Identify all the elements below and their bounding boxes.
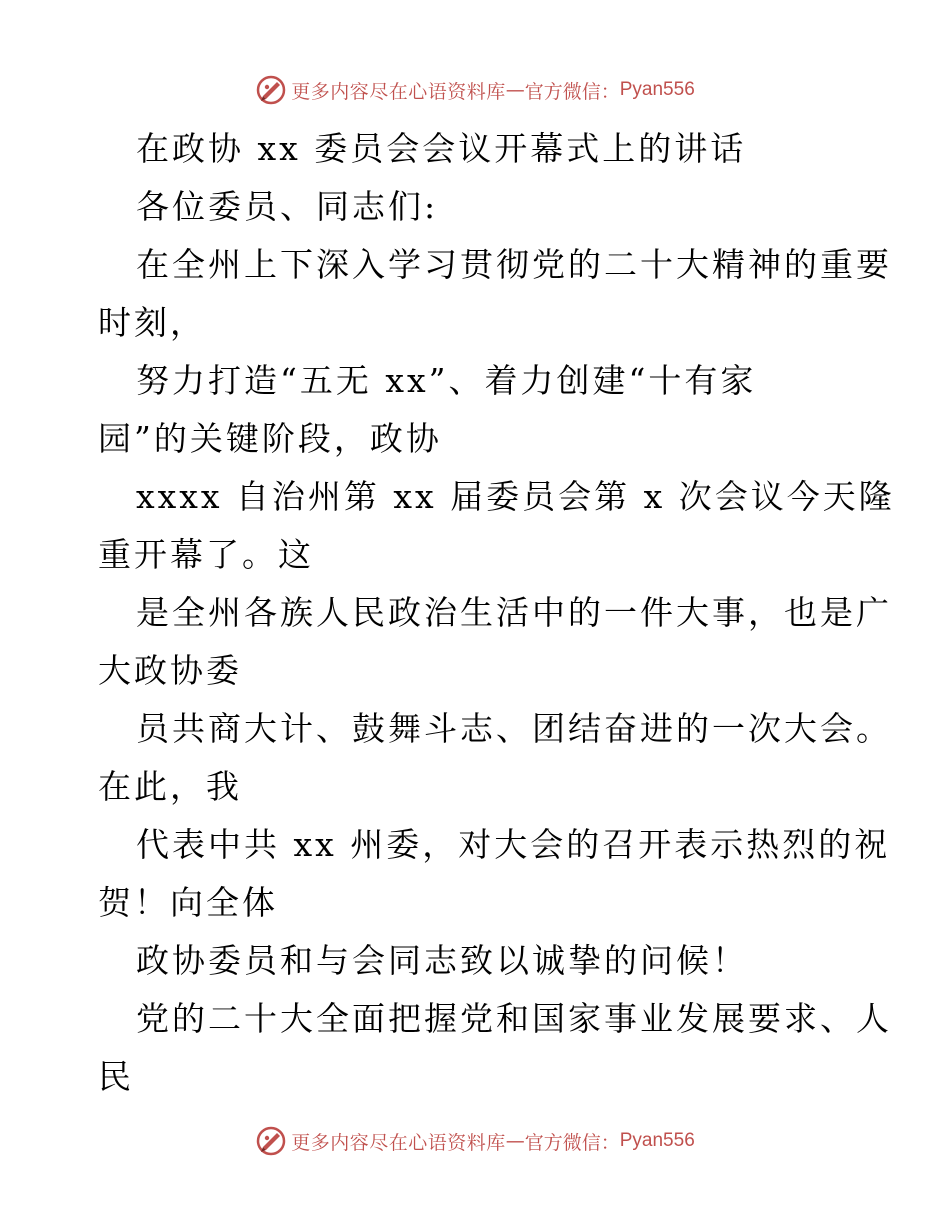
text-line: 党的二十大全面把握党和国家事业发展要求、人 xyxy=(136,999,892,1038)
document-body xyxy=(98,120,895,1106)
text-line: xxxx 自治州第 xx 届委员会第 x 次会议今天隆 xyxy=(136,477,895,516)
brand-logo-icon xyxy=(255,74,287,106)
banner-text: 更多内容尽在心语资料库 xyxy=(291,1131,506,1154)
text-line: 贺！向全体 xyxy=(98,883,278,922)
text-line: 在此，我 xyxy=(98,767,242,806)
banner-wechat-label: 官方微信： xyxy=(524,80,620,103)
text-line: 时刻， xyxy=(98,303,206,342)
header-watermark-banner xyxy=(0,70,950,110)
text-line: 园”的关键阶段，政协 xyxy=(98,419,442,458)
banner-text: 更多内容尽在心语资料库 xyxy=(291,80,506,103)
text-line: 大政协委 xyxy=(98,651,242,690)
text-line: 在全州上下深入学习贯彻党的二十大精神的重要 xyxy=(136,245,892,284)
text-line: 政协委员和与会同志致以诚挚的问候！ xyxy=(136,941,748,980)
banner-wechat-id: Pyan556 xyxy=(619,79,695,100)
text-line: 员共商大计、鼓舞斗志、团结奋进的一次大会。 xyxy=(136,709,892,748)
brand-logo-icon xyxy=(255,1125,287,1157)
banner-wechat-id: Pyan556 xyxy=(619,1130,695,1151)
text-line: 努力打造“五无 xx”、着力创建“十有家 xyxy=(136,361,757,400)
text-line: 重开幕了。这 xyxy=(98,535,314,574)
banner-separator: — xyxy=(505,79,525,101)
banner-separator: — xyxy=(505,1130,525,1152)
document-title: 在政协 xx 委员会会议开幕式上的讲话 xyxy=(136,129,747,168)
salutation: 各位委员、同志们: xyxy=(136,187,439,226)
footer-watermark-banner xyxy=(0,1121,950,1161)
text-line: 代表中共 xx 州委，对大会的召开表示热烈的祝 xyxy=(136,825,891,864)
text-line: 是全州各族人民政治生活中的一件大事，也是广 xyxy=(136,593,892,632)
banner-wechat-label: 官方微信： xyxy=(524,1131,620,1154)
text-line: 民 xyxy=(98,1057,134,1096)
